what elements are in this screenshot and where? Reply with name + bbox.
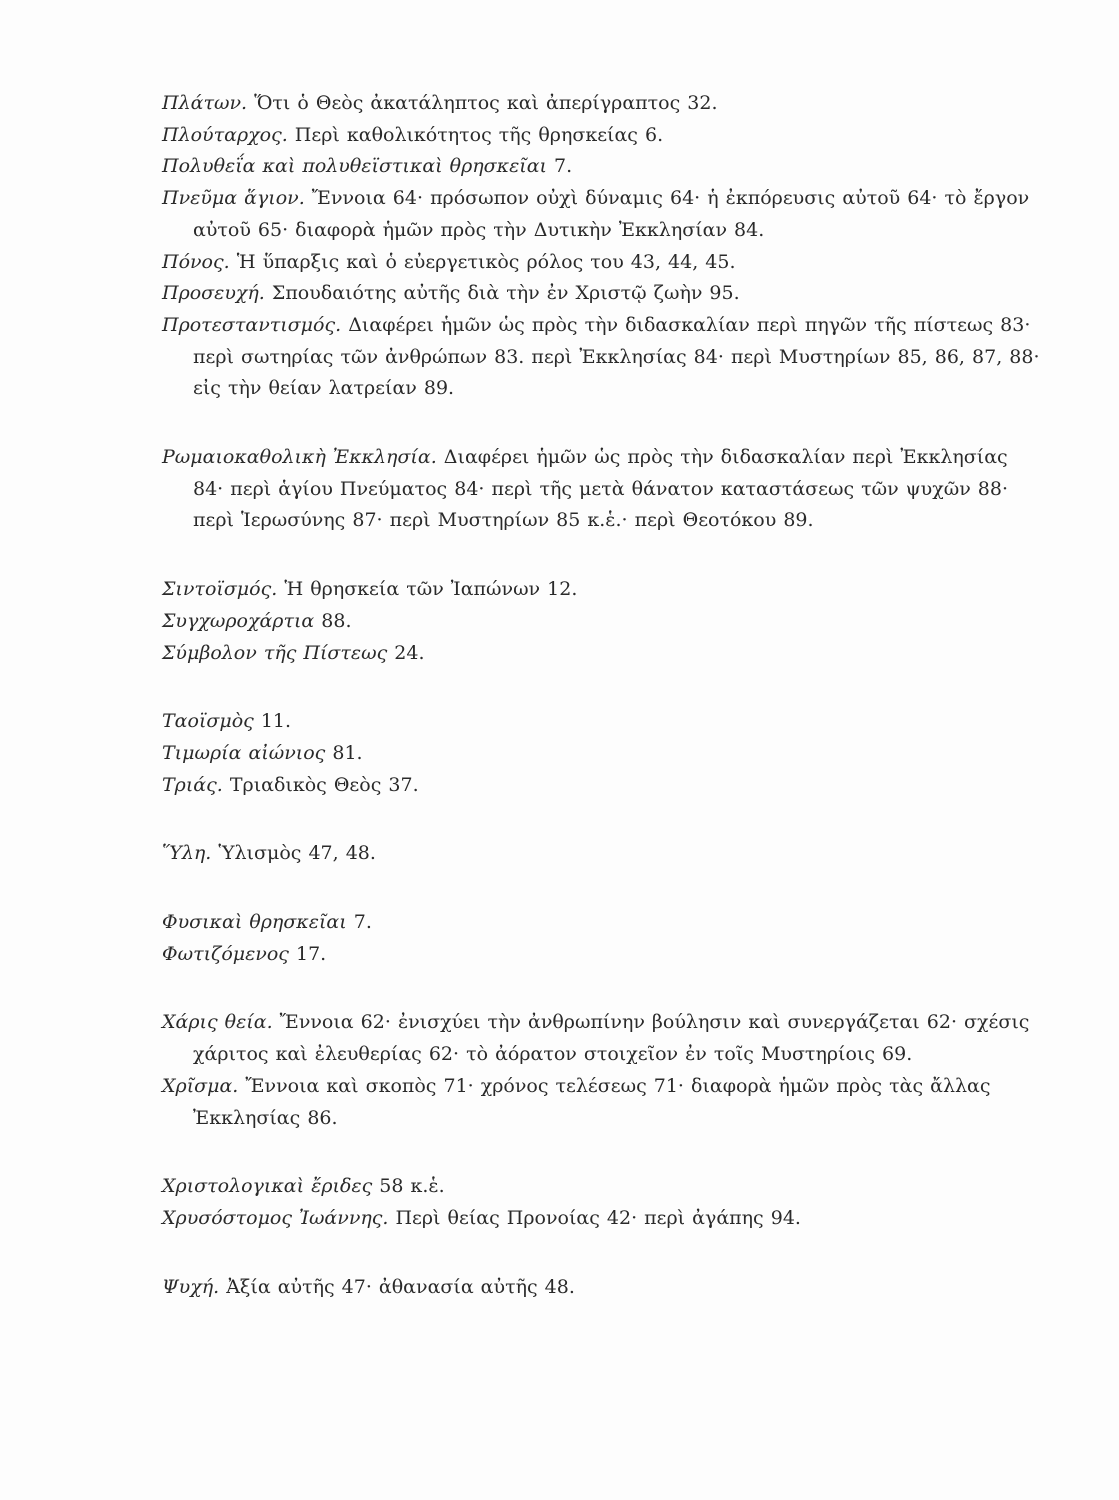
entry-head: Ὕλη. [162,842,212,865]
group-spacer [162,870,1042,907]
entry-text: 58 κ.ἑ. [372,1175,445,1198]
group-spacer [162,1134,1042,1171]
index-group-chi-2 [162,1171,1042,1234]
entry-text: Περὶ θείας Προνοίας 42· περὶ ἀγάπης 94. [388,1206,801,1229]
entry-head: Σιντοϊσμός. [162,578,278,601]
index-entry [162,1071,1042,1134]
entry-text: 7. [547,155,573,178]
index-list [162,88,1042,1303]
index-group-upsilon [162,838,1042,870]
group-spacer [162,669,1042,706]
index-entry [162,310,1042,405]
entry-text: Ἔννοια 64· πρόσωπον οὐχὶ δύναμις 64· ἡ ἐκπόρευσις αὐτοῦ 64· τὸ ἔργον αὐτοῦ 65· διαφορὰ ἡμῶν πρὸς τὴν Δυτικὴν Ἐκκλησίαν 84. [193,187,1030,241]
entry-text: Ἔννοια 62· ἐνισχύει τὴν ἀνθρωπίνην βούλησιν καὶ συνεργάζεται 62· σχέσις χάριτος καὶ ἐλευθερίας 62· τὸ ἀόρατον στοιχεῖον ἐν τοῖς Μυστηρίοις 69. [193,1011,1030,1066]
index-entry [162,442,1042,537]
entry-head: Χριστολογικαὶ ἔριδες [162,1175,373,1198]
index-entry [162,907,1042,939]
index-group-tau [162,706,1042,801]
index-entry [162,574,1042,606]
index-group-rho [162,442,1042,537]
group-spacer [162,1235,1042,1272]
entry-text: 81. [325,741,363,764]
index-entry [162,88,1042,120]
group-spacer [162,537,1042,574]
entry-text: Ἡ θρησκεία τῶν Ἰαπώνων 12. [277,578,578,601]
index-group-sigma [162,574,1042,669]
entry-text: Διαφέρει ἡμῶν ὡς πρὸς τὴν διδασκαλίαν περὶ πηγῶν τῆς πίστεως 83· περὶ σωτηρίας τῶν ἀνθρώπων 83. περὶ Ἐκκλησίας 84· περὶ Μυστηρίων 85, 86, 87, 88· εἰς τὴν θείαν λατρείαν 89. [193,313,1040,400]
index-entry [162,706,1042,738]
index-entry [162,1171,1042,1203]
entry-head: Προσευχή. [162,282,265,305]
index-entry [162,247,1042,279]
entry-text: 88. [314,609,352,632]
index-entry [162,939,1042,971]
group-spacer [162,801,1042,838]
entry-head: Πνεῦμα ἅγιον. [162,187,305,210]
index-entry [162,1007,1042,1070]
entry-text: Τριαδικὸς Θεὸς 37. [222,773,419,796]
entry-head: Χάρις θεία. [162,1011,273,1034]
index-entry [162,838,1042,870]
index-entry [162,1272,1042,1304]
index-entry [162,738,1042,770]
entry-head: Προτεσταντισμός. [162,313,342,336]
index-entry [162,278,1042,310]
entry-text: 24. [387,641,425,664]
entry-text: 17. [288,942,327,965]
entry-text: Ὑλισμὸς 47, 48. [211,842,376,865]
index-entry [162,183,1042,246]
index-group-psi [162,1272,1042,1304]
entry-head: Τριάς. [162,773,223,796]
entry-text: Ἔννοια καὶ σκοπὸς 71· χρόνος τελέσεως 71· διαφορὰ ἡμῶν πρὸς τὰς ἄλλας Ἐκκλησίας 86. [193,1074,991,1129]
entry-head: Πλάτων. [162,92,248,114]
entry-head: Συγχωροχάρτια [162,609,315,632]
entry-text: Ἡ ὕπαρξις καὶ ὁ εὐεργετικὸς ρόλος του 43, 44, 45. [229,250,736,273]
index-group-chi-1 [162,1007,1042,1134]
entry-text: 11. [253,710,292,733]
entry-text: 7. [346,911,372,934]
entry-head: Φυσικαὶ θρησκεῖαι [162,911,347,934]
entry-text: Διαφέρει ἡμῶν ὡς πρὸς τὴν διδασκαλίαν περὶ Ἐκκλησίας 84· περὶ ἁγίου Πνεύματος 84· περὶ τῆς μετὰ θάνατον καταστάσεως τῶν ψυχῶν 88· περὶ Ἱερωσύνης 87· περὶ Μυστηρίων 85 κ.ἑ.· περὶ Θεοτόκου 89. [193,446,1009,532]
index-entry [162,638,1042,670]
entry-text: Σπουδαιότης αὐτῆς διὰ τὴν ἐν Χριστῷ ζωὴν 95. [264,282,740,305]
index-group-phi [162,907,1042,970]
entry-head: Ρωμαιοκαθολικὴ Ἐκκλησία. [162,446,437,469]
entry-head: Ταοϊσμὸς [162,710,254,733]
group-spacer [162,970,1042,1007]
entry-text: Ὅτι ὁ Θεὸς ἀκατάληπτος καὶ ἀπερίγραπτος 32. [247,92,718,114]
entry-head: Χρῖσμα. [162,1074,239,1097]
entry-text: Ἀξία αὐτῆς 47· ἀθανασία αὐτῆς 48. [219,1275,575,1298]
index-entry [162,770,1042,802]
index-entry [162,606,1042,638]
entry-head: Πόνος. [162,250,230,273]
entry-head: Ψυχή. [162,1275,220,1298]
entry-head: Σύμβολον τῆς Πίστεως [162,641,388,664]
entry-head: Φωτιζόμενος [162,942,289,965]
index-entry [162,151,1042,183]
group-spacer [162,405,1042,442]
entry-head: Πλούταρχος. [162,123,288,146]
entry-head: Τιμωρία αἰώνιος [162,741,326,764]
entry-head: Πολυθεΐα καὶ πολυθεϊστικαὶ θρησκεῖαι [162,155,547,178]
entry-head: Χρυσόστομος Ἰωάννης. [162,1206,389,1229]
index-entry [162,120,1042,152]
entry-text: Περὶ καθολικότητος τῆς θρησκείας 6. [287,123,664,146]
index-entry [162,1203,1042,1235]
index-group-pi [162,88,1042,405]
